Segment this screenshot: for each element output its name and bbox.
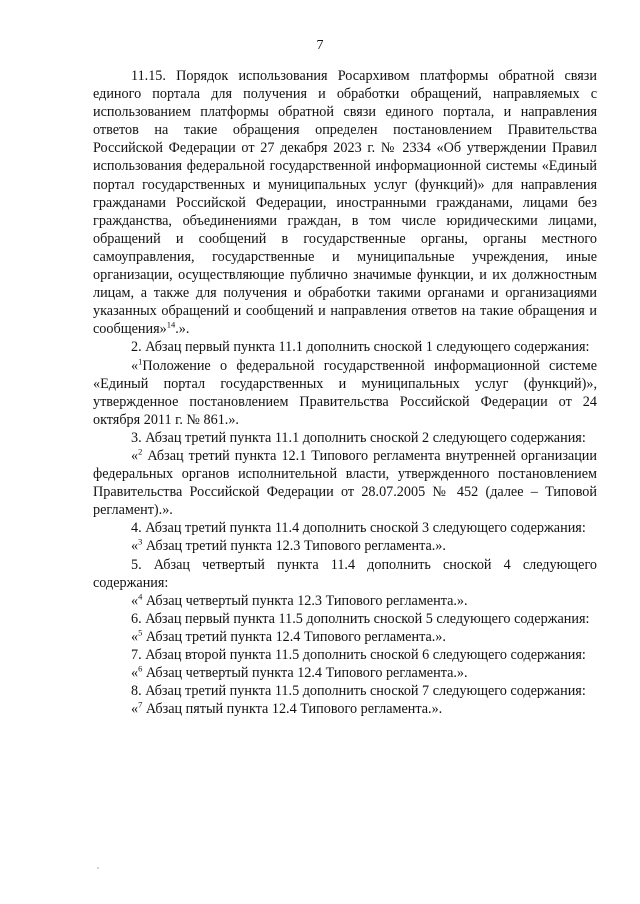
paragraph-text: 11.15. Порядок использования Росархивом платформы обратной связи единого портала для получения и обработки обращений, направляемых с использованием платформы обратной связи единого портала, и направления ответов на такие обращения определен постановлением Правительства Российской Федерации от 27 декабря 2023 г. № 2334 «Об утверждении Правил использования федеральной государственной информационной системы «Единый портал государственных и муниципальных услуг (функций)» для направления гражданами Российской Федерации, иностранными гражданами, лицами без гражданства, объединениями граждан, в том числе юридическими лицами, обращений и сообщений в государственные органы, органы местного самоуправления, государственные и муниципальные учреждения, иные организации, осуществляющие публично значимые функции, и их должностным лицам, а также для получения и обработки такими органами и организациями указанных обращений и сообщений и направления ответов на такие обращения и сообщения»	[93, 68, 597, 338]
footnote-ref: 1	[138, 355, 143, 366]
footnote-text-2	[93, 447, 597, 519]
footnote-text-3	[93, 537, 597, 555]
paragraph-text-tail: .».	[175, 321, 190, 338]
page-number: 7	[316, 38, 324, 53]
open-quote: «	[131, 447, 139, 464]
footnote-body: Абзац четвертый пункта 12.3 Типового регламента.».	[142, 592, 468, 609]
amendment-item-4	[93, 519, 597, 537]
amendment-item-7	[93, 646, 597, 664]
open-quote: «	[131, 701, 139, 718]
scan-speck	[97, 867, 99, 869]
amendment-item-8	[93, 682, 597, 700]
amendment-item-2	[93, 338, 597, 356]
amendment-item-3	[93, 429, 597, 447]
open-quote: «	[131, 665, 139, 682]
footnote-ref: 7	[138, 699, 143, 710]
open-quote: «	[131, 357, 139, 374]
paragraph-text: 7. Абзац второй пункта 11.5 дополнить сноской 6 следующего содержания:	[131, 647, 586, 663]
footnote-text-6	[93, 664, 597, 682]
footnote-ref: 6	[138, 663, 143, 674]
footnote-body: Абзац пятый пункта 12.4 Типового регламента.».	[142, 701, 443, 718]
amendment-item-5	[93, 556, 597, 592]
paragraph-text: 2. Абзац первый пункта 11.1 дополнить сноской 1 следующего содержания:	[131, 339, 590, 356]
open-quote: «	[131, 628, 139, 645]
open-quote: «	[131, 538, 139, 555]
footnote-text-4	[93, 592, 597, 610]
paragraph-text: 4. Абзац третий пункта 11.4 дополнить сноской 3 следующего содержания:	[131, 520, 586, 537]
paragraph-text: 6. Абзац первый пункта 11.5 дополнить сноской 5 следующего содержания:	[131, 610, 590, 627]
footnote-text-1	[93, 357, 597, 429]
footnote-ref: 3	[138, 536, 143, 547]
paragraph-text: 3. Абзац третий пункта 11.1 дополнить сноской 2 следующего содержания:	[131, 429, 586, 446]
open-quote: «	[131, 592, 139, 609]
paragraph-text: 5. Абзац четвертый пункта 11.4 дополнить сноской 4 следующего содержания:	[93, 556, 597, 591]
amendment-item-6	[93, 610, 597, 628]
footnote-ref: 14	[166, 319, 176, 330]
document-body	[93, 67, 597, 718]
footnote-ref: 5	[138, 627, 143, 638]
footnote-body: Абзац третий пункта 12.3 Типового регламента.».	[142, 538, 446, 555]
footnote-ref: 2	[138, 446, 143, 457]
footnote-ref: 4	[138, 590, 143, 601]
footnote-body: Положение о федеральной государственной информационной системе «Единый портал государственных и муниципальных услуг (функций)», утвержденное постановлением Правительства Российской Федерации от 24 октября 2011 г. № 861.».	[93, 357, 597, 428]
footnote-body: Абзац четвертый пункта 12.4 Типового регламента.».	[142, 665, 468, 682]
paragraph-11-15	[93, 67, 597, 338]
footnote-body: Абзац третий пункта 12.1 Типового регламента внутренней организации федеральных органов исполнительной власти, утвержденного постановлением Правительства Российской Федерации от 28.07.2005 № 452 (далее – Типовой регламент).».	[93, 447, 597, 519]
footnote-text-7	[93, 700, 597, 718]
footnote-body: Абзац третий пункта 12.4 Типового регламента.».	[142, 628, 446, 645]
paragraph-text: 8. Абзац третий пункта 11.5 дополнить сноской 7 следующего содержания:	[131, 683, 586, 700]
footnote-text-5	[93, 628, 597, 646]
